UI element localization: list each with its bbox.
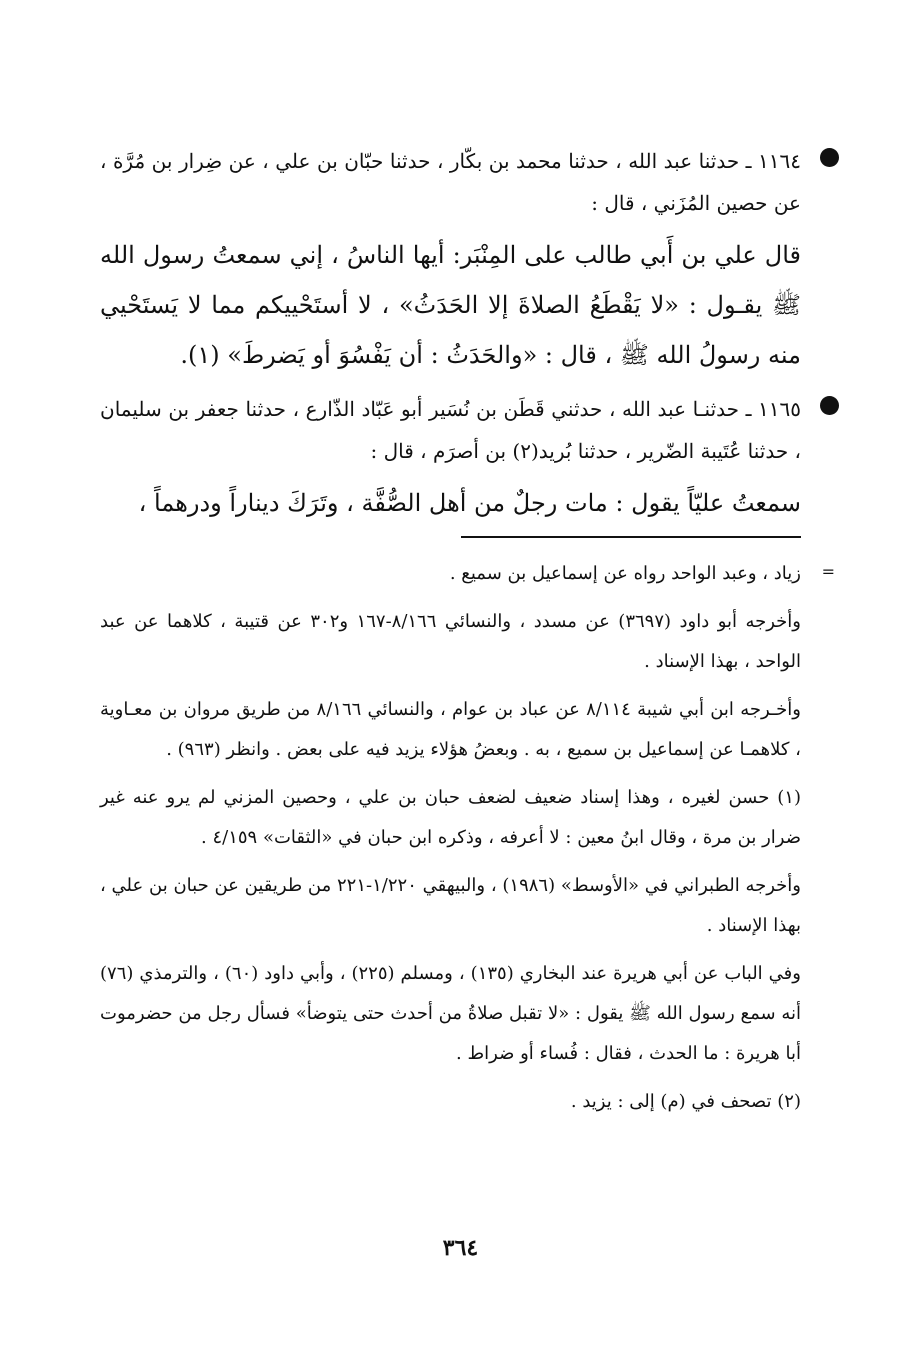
hadith-1164 xyxy=(100,140,801,380)
footnote-paragraph: (١) حسن لغيره ، وهذا إسناد ضعيف لضعف حبان بن علي ، وحصين المزني لم يرو عنه غير ضرار بن مرة ، وقال ابنُ معين : لا أعرفه ، وذكره ابن حبان في «الثقات» ٤/١٥٩ . xyxy=(100,787,801,848)
hadith-isnad: ١١٦٤ ـ حدثنا عبد الله ، حدثنا محمد بن بكّار ، حدثنا حبّان بن علي ، عن ضِرار بن مُرَّة ، عن حصين المُزَني ، قال : xyxy=(100,149,801,215)
footnote-paragraph: وأخـرجه ابن أبي شيبة ٨/١١٤ عن عباد بن عوام ، والنسائي ٨/١٦٦ من طريق مروان بن معـاوية ، كلاهمـا عن إسماعيل بن سميع ، به . وبعضُ هؤلاء يزيد فيه على بعض . وانظر (٩٦٣) . xyxy=(100,699,801,760)
footnote-paragraph: (٢) تصحف في (م) إلى : يزيد . xyxy=(570,1091,801,1112)
bullet-icon xyxy=(820,148,839,167)
bullet-icon xyxy=(820,396,839,415)
footnotes xyxy=(100,554,835,1122)
hadith-matn: قال علي بن أَبي طالب على المِنْبَر: أيها الناسُ ، إني سمعتُ رسول الله ﷺ يقـول : «لا يَقْطَعُ الصلاةَ إلا الحَدَثُ» ، لا أستَحْييكم مما لا يَستَحْيي منه رسولُ الله ﷺ ، قال : «والحَدَثُ : أن يَفْسُوَ أو يَضرطَ» (١). xyxy=(100,241,801,369)
footnote-paragraph: وأخرجه أبو داود (٣٦٩٧) عن مسدد ، والنسائي ٨/١٦٦-١٦٧ و٣٠٢ عن قتيبة ، كلاهما عن عبد الواحد ، بهذا الإسناد . xyxy=(100,611,801,672)
continuation-mark: = xyxy=(821,562,835,581)
page-body xyxy=(100,140,835,1130)
footnote-divider xyxy=(461,536,801,538)
footnote-paragraph: زياد ، وعبد الواحد رواه عن إسماعيل بن سميع . xyxy=(449,563,801,584)
hadith-isnad: ١١٦٥ ـ حدثنـا عبد الله ، حدثني قَطَن بن نُسَير أبو عَبّاد الذّارع ، حدثنا جعفر بن سليمان ، حدثنا عُتَيبة الضّرير ، حدثنا بُريد(٢) بن أصرَم ، قال : xyxy=(100,397,801,463)
hadith-matn: سمعتُ عليّاً يقول : مات رجلٌ من أهل الصُّفَّة ، وتَرَكَ ديناراً ودرهماً ، xyxy=(138,489,801,517)
page-number: ٣٦٤ xyxy=(442,1235,479,1261)
hadith-1165 xyxy=(100,388,801,528)
footnote-paragraph: وفي الباب عن أبي هريرة عند البخاري (١٣٥) ، ومسلم (٢٢٥) ، وأبي داود (٦٠) ، والترمذي (٧٦) أنه سمع رسول الله ﷺ يقول : «لا تقبل صلاةُ من أحدث حتى يتوضأ» فسأل رجل من حضرموت أبا هريرة : ما الحدث ، فقال : فُساء أو ضراط . xyxy=(100,963,801,1064)
footnote-paragraph: وأخرجه الطبراني في «الأوسط» (١٩٨٦) ، والبيهقي ١/٢٢٠-٢٢١ من طريقين عن حبان بن علي ، بهذا الإسناد . xyxy=(100,875,802,936)
